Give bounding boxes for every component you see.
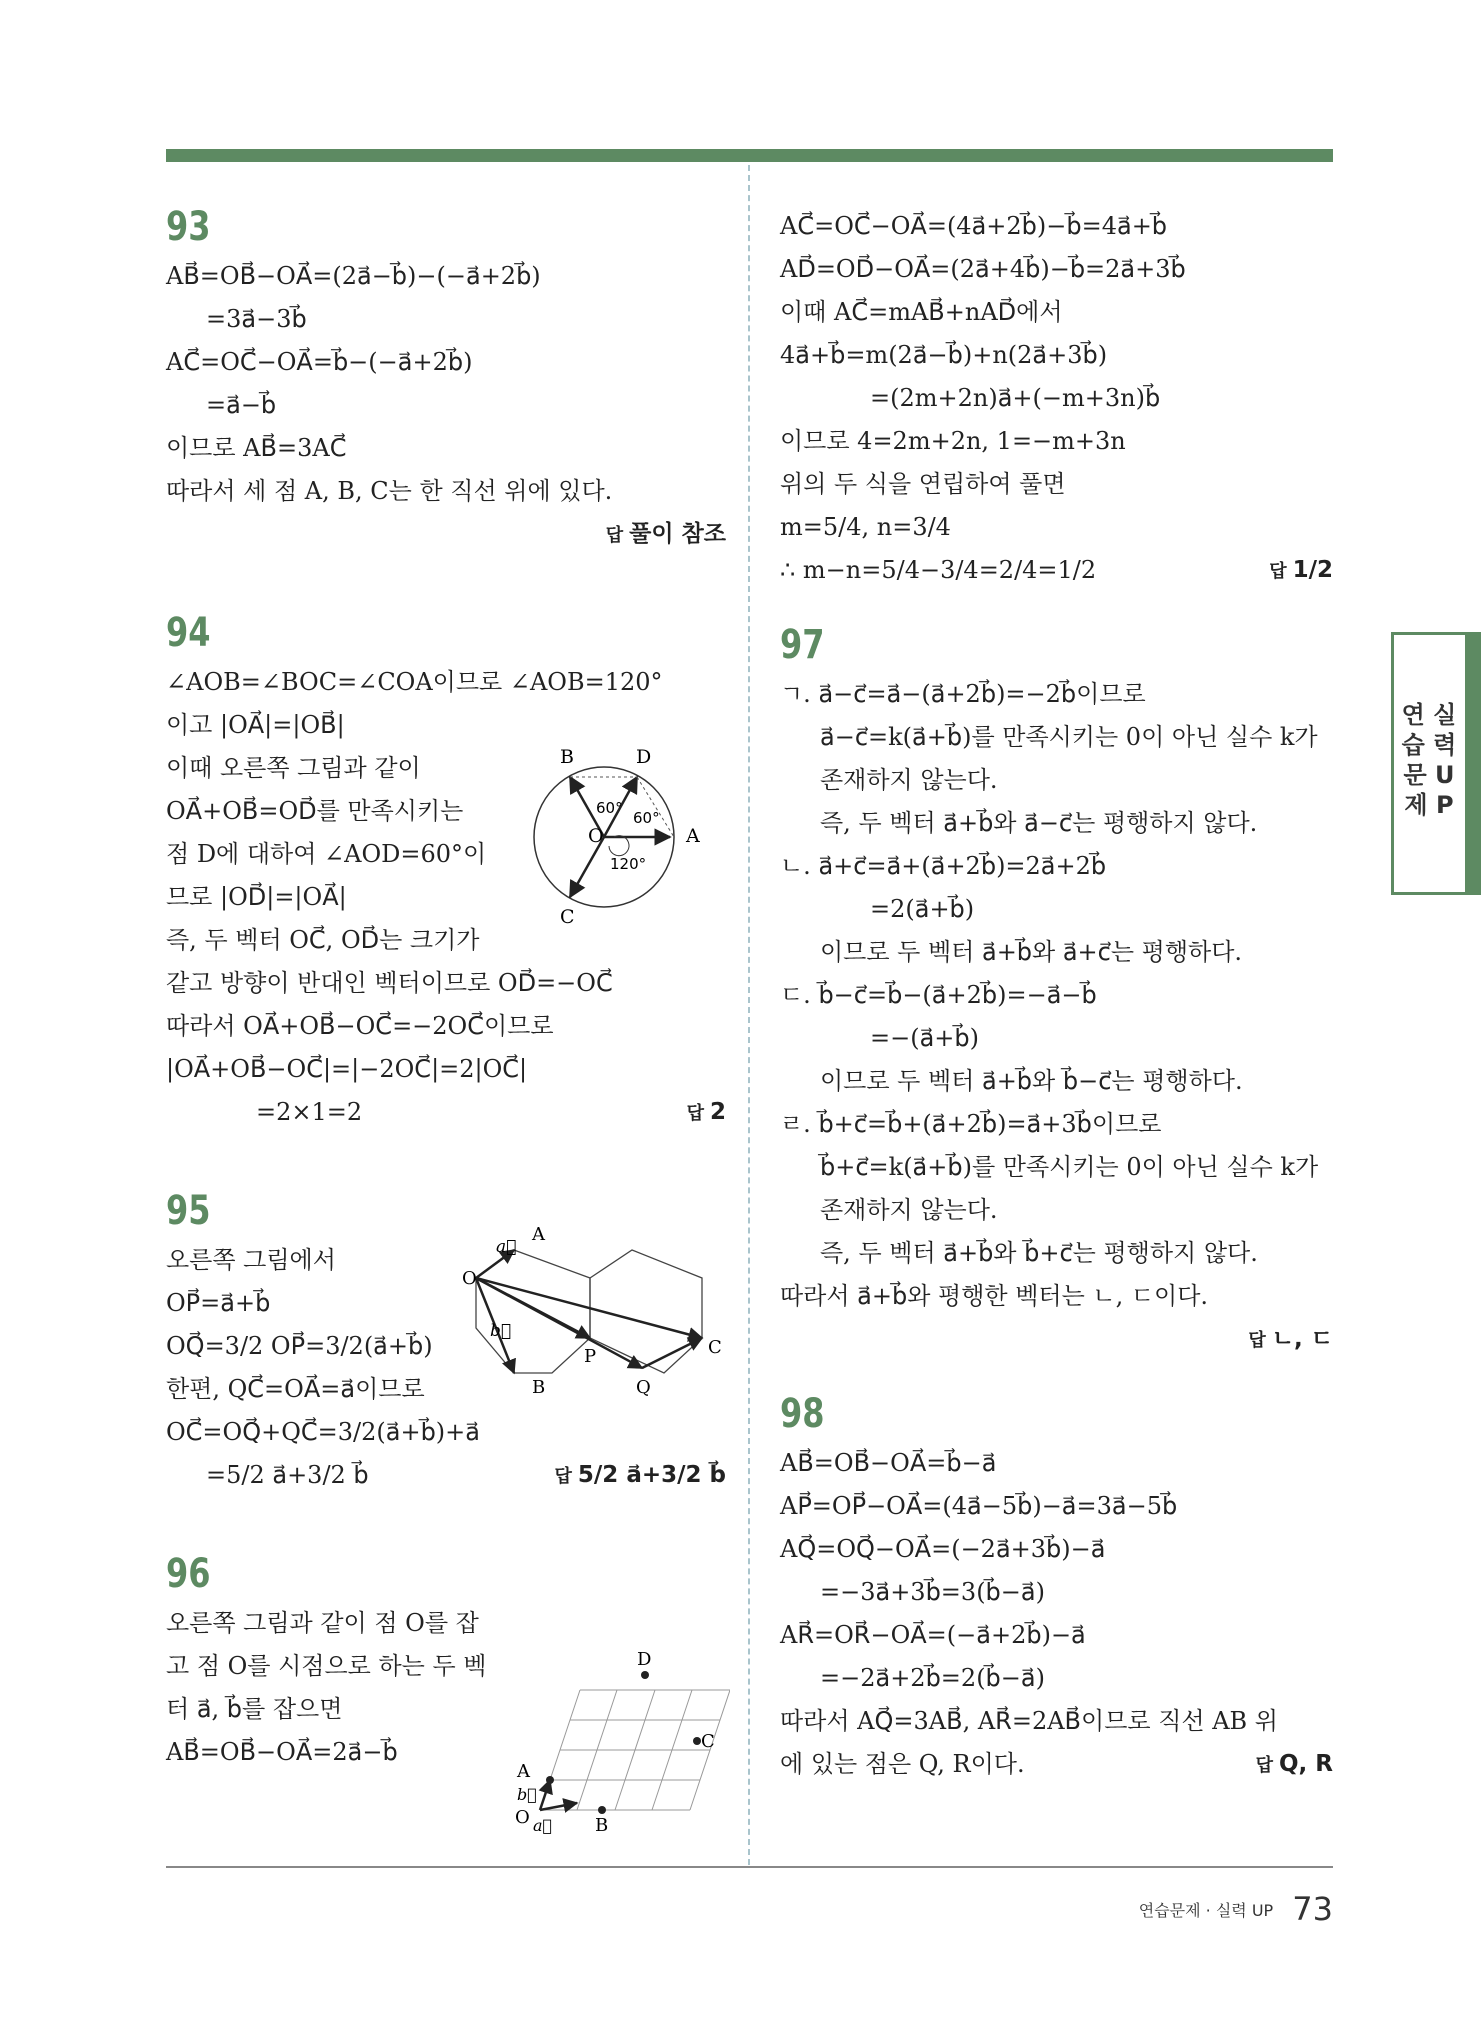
- answer-label: 답: [554, 1466, 572, 1487]
- p98-line-3: AQ⃗=OQ⃗−OA⃗=(−2a⃗+3b⃗)−a⃗: [780, 1535, 1106, 1563]
- p93-line-1: AB⃗=OB⃗−OA⃗=(2a⃗−b⃗)−(−a⃗+2b⃗): [166, 262, 541, 290]
- fig96-label-D: D: [637, 1649, 652, 1670]
- p95-answer: [555, 1454, 726, 1498]
- p95-line-2: OP⃗=a⃗+b⃗: [166, 1289, 271, 1317]
- footer-section-title: 연습문제 · 실력 UP: [1138, 1900, 1274, 1920]
- fig95-label-Q: Q: [636, 1377, 651, 1398]
- answer-label: 답: [1269, 561, 1287, 582]
- p94-line-10: |OA⃗+OB⃗−OC⃗|=|−2OC⃗|=2|OC⃗|: [166, 1055, 528, 1083]
- p96c-line-1: AC⃗=OC⃗−OA⃗=(4a⃗+2b⃗)−b⃗=4a⃗+b⃗: [780, 212, 1168, 240]
- fig95-label-B: B: [532, 1377, 546, 1398]
- p96c-line-9: ∴ m−n=5/4−3/4=2/4=1/2: [780, 556, 1097, 584]
- side-tab-label: 연 실 습 력 문 U 제 P: [1401, 701, 1457, 819]
- fig96-label-A: A: [517, 1761, 530, 1782]
- p94-line-8: 같고 방향이 반대인 벡터이므로 OD⃗=−OC⃗: [166, 969, 613, 997]
- p96c-line-5: =(2m+2n)a⃗+(−m+3n)b⃗: [870, 384, 1161, 412]
- p96-answer: [1269, 549, 1333, 593]
- top-accent-bar: [166, 149, 1333, 162]
- answer-value: 2: [709, 1099, 726, 1125]
- page-footer: [1139, 1890, 1333, 1928]
- p97-line-1: ㄱ. a⃗−c⃗=a⃗−(a⃗+2b⃗)=−2b⃗이므로: [780, 680, 1146, 708]
- p94-line-6: 므로 |OD⃗|=|OA⃗|: [166, 883, 347, 911]
- p94-line-11: =2×1=2: [256, 1098, 363, 1126]
- fig95-label-a: a⃗: [496, 1237, 517, 1257]
- p97-line-2: a⃗−c⃗=k(a⃗+b⃗)를 만족시키는 0이 아닌 실수 k가: [820, 723, 1318, 751]
- p93-line-3: AC⃗=OC⃗−OA⃗=b⃗−(−a⃗+2b⃗): [166, 348, 473, 376]
- answer-value: 5/2 a⃗+3/2 b⃗: [577, 1462, 726, 1488]
- column-divider: [748, 165, 750, 1865]
- right-column: [780, 205, 1333, 1787]
- fig95-label-C: C: [708, 1337, 722, 1358]
- fig95-label-O: O: [462, 1268, 477, 1289]
- p98-line-8: 에 있는 점은 Q, R이다.: [780, 1750, 1025, 1778]
- fig94-label-C: C: [560, 906, 575, 928]
- p97-line-3: 존재하지 않는다.: [820, 766, 998, 794]
- p97-line-15: 따라서 a⃗+b⃗와 평행한 벡터는 ㄴ, ㄷ이다.: [780, 1282, 1209, 1310]
- p98-line-7: 따라서 AQ⃗=3AB⃗, AR⃗=2AB⃗이므로 직선 AB 위: [780, 1707, 1278, 1735]
- fig95-label-P: P: [584, 1346, 597, 1367]
- p97-line-5: ㄴ. a⃗+c⃗=a⃗+(a⃗+2b⃗)=2a⃗+2b⃗: [780, 852, 1107, 880]
- p94-line-3: 이때 오른쪽 그림과 같이: [166, 754, 421, 782]
- fig96-label-C: C: [701, 1731, 715, 1752]
- answer-label: 답: [1255, 1755, 1273, 1776]
- p95-line-5: OC⃗=OQ⃗+QC⃗=3/2(a⃗+b⃗)+a⃗: [166, 1418, 480, 1446]
- p97-line-12: b⃗+c⃗=k(a⃗+b⃗)를 만족시키는 0이 아닌 실수 k가: [820, 1153, 1319, 1181]
- p94-line-5: 점 D에 대하여 ∠AOD=60°이: [166, 840, 487, 868]
- bottom-rule: [166, 1866, 1333, 1868]
- p96c-line-6: 이므로 4=2m+2n, 1=−m+3n: [780, 427, 1126, 455]
- answer-label: 답: [605, 525, 624, 546]
- p95-line-6: =5/2 a⃗+3/2 b⃗: [206, 1461, 369, 1489]
- fig94-angle-60a: 60°: [596, 799, 623, 817]
- figure-96-grid: [505, 1645, 730, 1845]
- p95-line-3: OQ⃗=3/2 OP⃗=3/2(a⃗+b⃗): [166, 1332, 433, 1360]
- answer-value: Q, R: [1278, 1751, 1333, 1777]
- problem-number-95: 95: [166, 1188, 211, 1234]
- fig96-label-O: O: [515, 1807, 530, 1828]
- page-number: 73: [1292, 1890, 1333, 1928]
- fig96-label-b: b⃗: [517, 1785, 537, 1804]
- p97-line-10: 이므로 두 벡터 a⃗+b⃗와 b⃗−c⃗는 평행하다.: [820, 1067, 1243, 1095]
- p98-answer: [1256, 1743, 1333, 1787]
- p98-line-4: =−3a⃗+3b⃗=3(b⃗−a⃗): [820, 1578, 1045, 1606]
- fig96-label-a: a⃗: [533, 1816, 553, 1835]
- p96c-line-7: 위의 두 식을 연립하여 풀면: [780, 470, 1066, 498]
- p93-line-4: =a⃗−b⃗: [206, 391, 277, 419]
- problem-number-93: 93: [166, 204, 211, 250]
- left-column: [166, 195, 726, 1774]
- p95-line-4: 한편, QC⃗=OA⃗=a⃗이므로: [166, 1375, 425, 1403]
- p97-answer: [780, 1318, 1333, 1362]
- p94-line-4: OA⃗+OB⃗=OD⃗를 만족시키는: [166, 797, 464, 825]
- answer-value: 1/2: [1292, 557, 1333, 583]
- p97-line-13: 존재하지 않는다.: [820, 1196, 998, 1224]
- answer-label: 답: [1248, 1330, 1266, 1351]
- p96c-line-3: 이때 AC⃗=mAB⃗+nAD⃗에서: [780, 298, 1063, 326]
- figure-94-circle: [530, 745, 730, 935]
- fig95-label-A: A: [532, 1224, 545, 1245]
- p96-line-2: 고 점 O를 시점으로 하는 두 벡: [166, 1652, 487, 1680]
- p93-answer: [166, 513, 726, 557]
- p95-line-1: 오른쪽 그림에서: [166, 1246, 336, 1274]
- p94-line-7: 즉, 두 벡터 OC⃗, OD⃗는 크기가: [166, 926, 480, 954]
- p96c-line-4: 4a⃗+b⃗=m(2a⃗−b⃗)+n(2a⃗+3b⃗): [780, 341, 1108, 369]
- fig94-label-O: O: [588, 825, 604, 847]
- p98-line-2: AP⃗=OP⃗−OA⃗=(4a⃗−5b⃗)−a⃗=3a⃗−5b⃗: [780, 1492, 1178, 1520]
- fig94-angle-120: 120°: [610, 855, 647, 873]
- p96c-line-8: m=5/4, n=3/4: [780, 513, 951, 541]
- p94-answer: [687, 1091, 726, 1135]
- p97-line-6: =2(a⃗+b⃗): [870, 895, 975, 923]
- fig94-label-D: D: [636, 746, 652, 768]
- p98-line-5: AR⃗=OR⃗−OA⃗=(−a⃗+2b⃗)−a⃗: [780, 1621, 1086, 1649]
- p97-line-7: 이므로 두 벡터 a⃗+b⃗와 a⃗+c⃗는 평행하다.: [820, 938, 1243, 966]
- p97-line-4: 즉, 두 벡터 a⃗+b⃗와 a⃗−c⃗는 평행하지 않다.: [820, 809, 1258, 837]
- problem-number-96: 96: [166, 1551, 211, 1597]
- p94-line-1: ∠AOB=∠BOC=∠COA이므로 ∠AOB=120°: [166, 668, 663, 696]
- p96-line-4: AB⃗=OB⃗−OA⃗=2a⃗−b⃗: [166, 1738, 398, 1766]
- p96c-line-2: AD⃗=OD⃗−OA⃗=(2a⃗+4b⃗)−b⃗=2a⃗+3b⃗: [780, 255, 1186, 283]
- fig94-angle-60b: 60°: [633, 809, 660, 827]
- p93-line-5: 이므로 AB⃗=3AC⃗: [166, 434, 347, 462]
- problem-number-94: 94: [166, 610, 211, 656]
- fig94-label-B: B: [560, 746, 574, 768]
- p96-line-3: 터 a⃗, b⃗를 잡으면: [166, 1695, 343, 1723]
- p97-line-11: ㄹ. b⃗+c⃗=b⃗+(a⃗+2b⃗)=a⃗+3b⃗이므로: [780, 1110, 1162, 1138]
- fig94-label-A: A: [686, 825, 700, 847]
- answer-label: 답: [686, 1103, 704, 1124]
- p97-line-8: ㄷ. b⃗−c⃗=b⃗−(a⃗+2b⃗)=−a⃗−b⃗: [780, 981, 1097, 1009]
- p97-line-9: =−(a⃗+b⃗): [870, 1024, 979, 1052]
- answer-value: ㄴ, ㄷ: [1271, 1326, 1333, 1352]
- problem-number-98: 98: [780, 1391, 825, 1437]
- p96-line-1: 오른쪽 그림과 같이 점 O를 잡: [166, 1609, 479, 1637]
- figure-95-hexagons: [462, 1218, 732, 1398]
- fig96-label-B: B: [595, 1815, 609, 1836]
- p94-line-2: 이고 |OA⃗|=|OB⃗|: [166, 711, 345, 739]
- p93-line-6: 따라서 세 점 A, B, C는 한 직선 위에 있다.: [166, 477, 613, 505]
- p93-line-2: =3a⃗−3b⃗: [206, 305, 307, 333]
- problem-number-97: 97: [780, 622, 825, 668]
- p98-line-1: AB⃗=OB⃗−OA⃗=b⃗−a⃗: [780, 1449, 997, 1477]
- fig95-label-b: b⃗: [490, 1321, 512, 1341]
- p94-line-9: 따라서 OA⃗+OB⃗−OC⃗=−2OC⃗이므로: [166, 1012, 554, 1040]
- p97-line-14: 즉, 두 벡터 a⃗+b⃗와 b⃗+c⃗는 평행하지 않다.: [820, 1239, 1258, 1267]
- answer-value: 풀이 참조: [629, 521, 726, 547]
- p98-line-6: =−2a⃗+2b⃗=2(b⃗−a⃗): [820, 1664, 1045, 1692]
